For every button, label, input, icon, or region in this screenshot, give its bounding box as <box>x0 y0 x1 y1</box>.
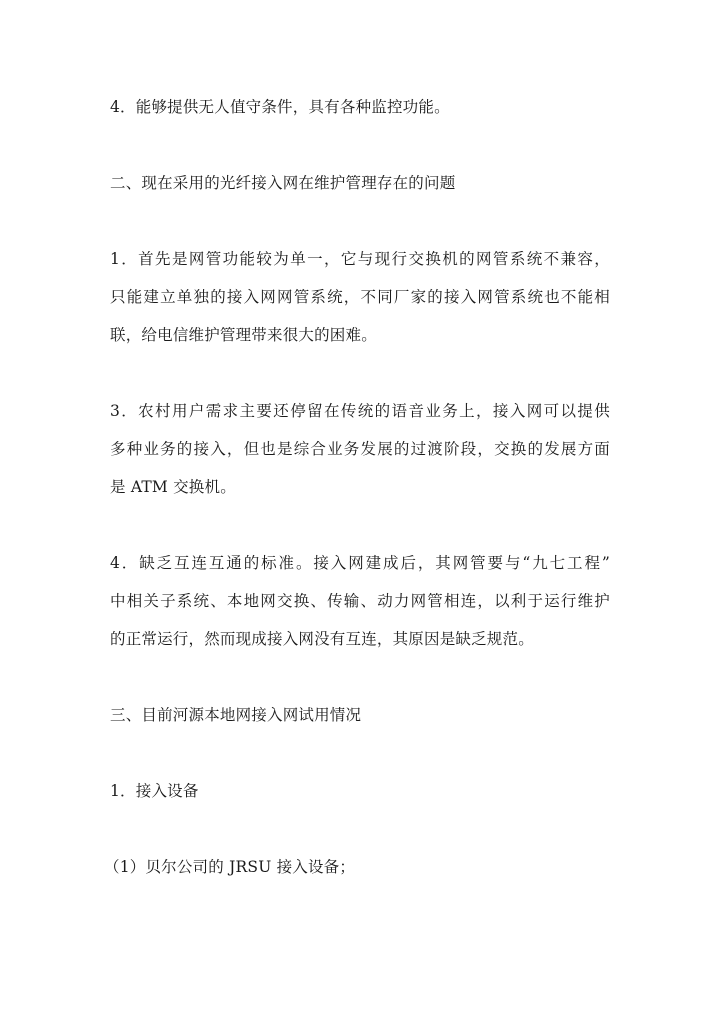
paragraph-line: 只能建立单独的接入网网管系统，不同厂家的接入网管系统也不能相 <box>110 288 610 306</box>
paragraph-line: 的正常运行，然而现成接入网没有互连，其原因是缺乏规范。 <box>110 630 534 648</box>
list-item-bell-jrsu: （1）贝尔公司的 JRSU 接入设备； <box>104 858 356 876</box>
section-heading-3: 三、目前河源本地网接入网试用情况 <box>110 706 362 724</box>
paragraph-line: 是 ATM 交换机。 <box>110 478 236 496</box>
paragraph-line: 4．缺乏互连互通的标准。接入网建成后，其网管要与“九七工程” <box>110 554 610 572</box>
subheading-access-equipment: 1．接入设备 <box>110 782 199 800</box>
paragraph-item-4-monitoring: 4．能够提供无人值守条件，具有各种监控功能。 <box>110 98 450 116</box>
paragraph-line: 1．首先是网管功能较为单一，它与现行交换机的网管系统不兼容， <box>110 250 610 268</box>
paragraph-line: 联，给电信维护管理带来很大的困难。 <box>110 326 377 344</box>
paragraph-line: 多种业务的接入，但也是综合业务发展的过渡阶段，交换的发展方面 <box>110 440 610 458</box>
paragraph-line: 3．农村用户需求主要还停留在传统的语音业务上，接入网可以提供 <box>110 402 610 420</box>
section-heading-2: 二、现在采用的光纤接入网在维护管理存在的问题 <box>110 174 456 192</box>
paragraph-line: 中相关子系统、本地网交换、传输、动力网管相连，以利于运行维护 <box>110 592 610 610</box>
